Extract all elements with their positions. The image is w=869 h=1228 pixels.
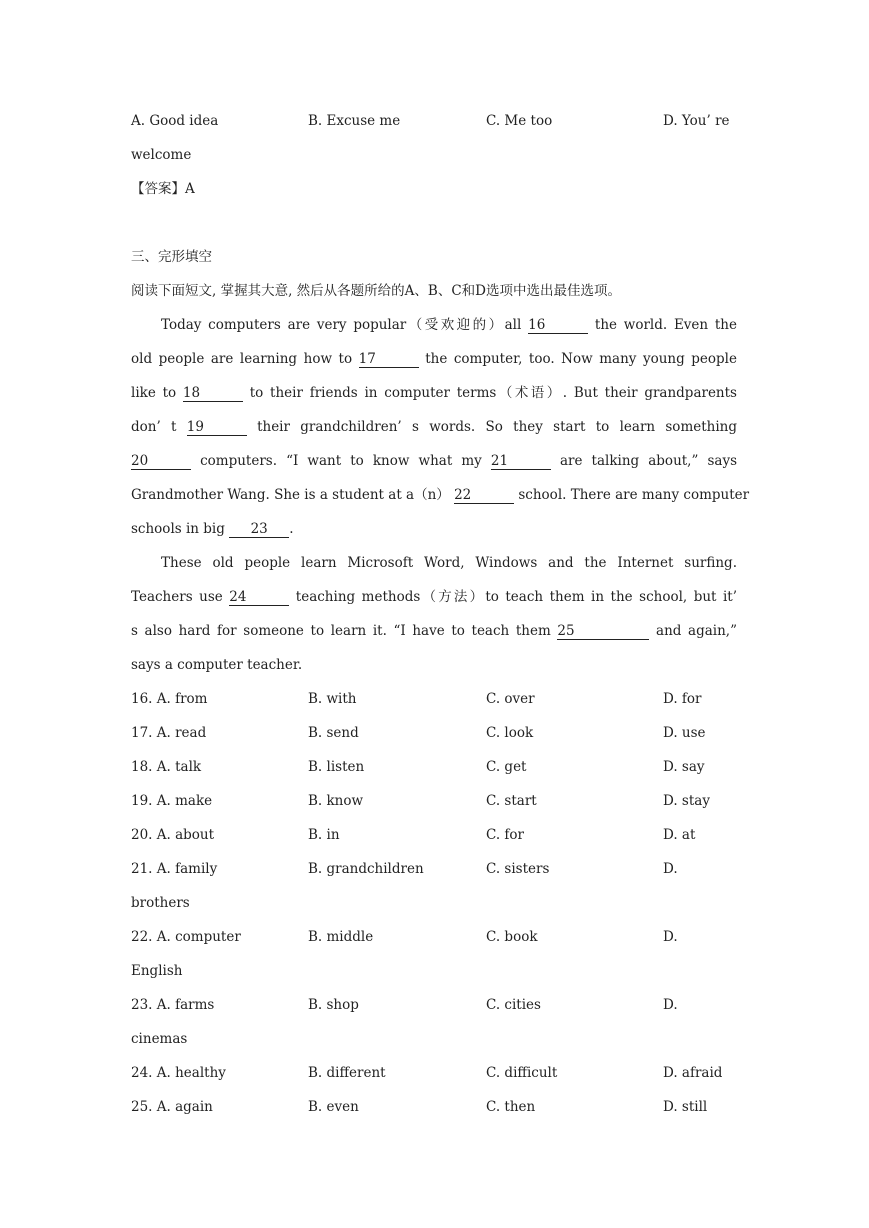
option-c: C. book	[486, 929, 538, 945]
document-page	[131, 104, 750, 1124]
option-c: C. Me too	[486, 113, 553, 129]
option-d: D. at	[663, 827, 696, 843]
option-d: D. still	[663, 1099, 708, 1115]
option-b: B. with	[308, 691, 357, 707]
option-c: C. sisters	[486, 861, 550, 877]
passage-line: Today computers are very popular（受欢迎的）all 16 the world. Even the	[161, 317, 737, 333]
option-c: C. for	[486, 827, 525, 843]
blank-22: 22	[454, 487, 514, 504]
option-b: B. in	[308, 827, 340, 843]
blank-23: 23	[229, 521, 289, 538]
question-row	[131, 750, 737, 784]
option-a: A. Good idea	[131, 113, 219, 129]
passage-line: Grandmother Wang. She is a student at a（n） 22 school. There are many computer	[131, 487, 750, 503]
question-row	[131, 682, 737, 716]
option-c: C. start	[486, 793, 537, 809]
option-d: D. afraid	[663, 1065, 723, 1081]
blank-21: 21	[491, 453, 551, 470]
blank-16: 16	[528, 317, 588, 334]
option-a: 17. A. read	[131, 725, 207, 741]
option-a: 24. A. healthy	[131, 1065, 226, 1081]
section-instruction: 阅读下面短文, 掌握其大意, 然后从各题所给的A、B、C和D选项中选出最佳选项。	[131, 283, 621, 299]
option-d: D. use	[663, 725, 706, 741]
passage-line: These old people learn Microsoft Word, Windows and the Internet surfing.	[161, 555, 737, 571]
blank-25: 25	[557, 623, 649, 640]
option-a: 21. A. family	[131, 861, 218, 877]
option-a: 23. A. farms	[131, 997, 215, 1013]
option-a: 18. A. talk	[131, 759, 202, 775]
option-d-wrap: brothers	[131, 895, 190, 911]
question-list	[131, 682, 737, 1124]
option-b: B. even	[308, 1099, 359, 1115]
option-b: B. Excuse me	[308, 113, 401, 129]
blank-19: 19	[187, 419, 247, 436]
option-c: C. look	[486, 725, 534, 741]
option-d: D.	[663, 861, 678, 877]
passage-line: like to 18 to their friends in computer terms（术语）. But their grandparents	[131, 385, 737, 401]
option-c: C. cities	[486, 997, 541, 1013]
question-row	[131, 1090, 737, 1124]
option-d: D.	[663, 929, 678, 945]
prev-question-options	[131, 104, 737, 138]
option-a: 25. A. again	[131, 1099, 213, 1115]
option-d: D. say	[663, 759, 705, 775]
question-row	[131, 818, 737, 852]
option-c: C. over	[486, 691, 535, 707]
question-row	[131, 1056, 737, 1090]
blank-24: 24	[229, 589, 289, 606]
passage-line: s also hard for someone to learn it. “I have to teach them 25 and again,”	[131, 623, 737, 639]
option-d-wrap: welcome	[131, 147, 192, 163]
question-row	[131, 920, 737, 954]
passage-line: says a computer teacher.	[131, 657, 303, 673]
option-c: C. get	[486, 759, 527, 775]
passage-line: don’ t 19 their grandchildren’ s words. So they start to learn something	[131, 419, 738, 435]
question-row	[131, 852, 737, 886]
passage-line: Teachers use 24 teaching methods（方法）to teach them in the school, but it’	[131, 589, 738, 605]
question-row	[131, 784, 737, 818]
passage-line: schools in big 23 .	[131, 521, 294, 537]
answer: 【答案】A	[131, 181, 195, 197]
option-a: 22. A. computer	[131, 929, 241, 945]
option-b: B. grandchildren	[308, 861, 424, 877]
option-c: C. difficult	[486, 1065, 558, 1081]
option-d-wrap: cinemas	[131, 1031, 188, 1047]
blank-17: 17	[359, 351, 419, 368]
option-c: C. then	[486, 1099, 536, 1115]
option-b: B. listen	[308, 759, 365, 775]
option-d: D. You’ re	[663, 113, 730, 129]
passage-line: old people are learning how to 17 the computer, too. Now many young people	[131, 351, 737, 367]
option-d: D. for	[663, 691, 702, 707]
option-d: D.	[663, 997, 678, 1013]
blank-18: 18	[183, 385, 243, 402]
question-row	[131, 716, 737, 750]
option-d: D. stay	[663, 793, 710, 809]
blank-20: 20	[131, 453, 191, 470]
option-b: B. middle	[308, 929, 374, 945]
question-row	[131, 988, 737, 1022]
option-a: 16. A. from	[131, 691, 208, 707]
passage-line: 20 computers. “I want to know what my 21 are talking about,” says	[131, 453, 737, 469]
option-b: B. shop	[308, 997, 359, 1013]
section-title: 三、完形填空	[131, 249, 212, 265]
option-a: 20. A. about	[131, 827, 215, 843]
option-b: B. send	[308, 725, 359, 741]
option-d-wrap: English	[131, 963, 183, 979]
option-a: 19. A. make	[131, 793, 213, 809]
option-b: B. know	[308, 793, 364, 809]
option-b: B. different	[308, 1065, 386, 1081]
